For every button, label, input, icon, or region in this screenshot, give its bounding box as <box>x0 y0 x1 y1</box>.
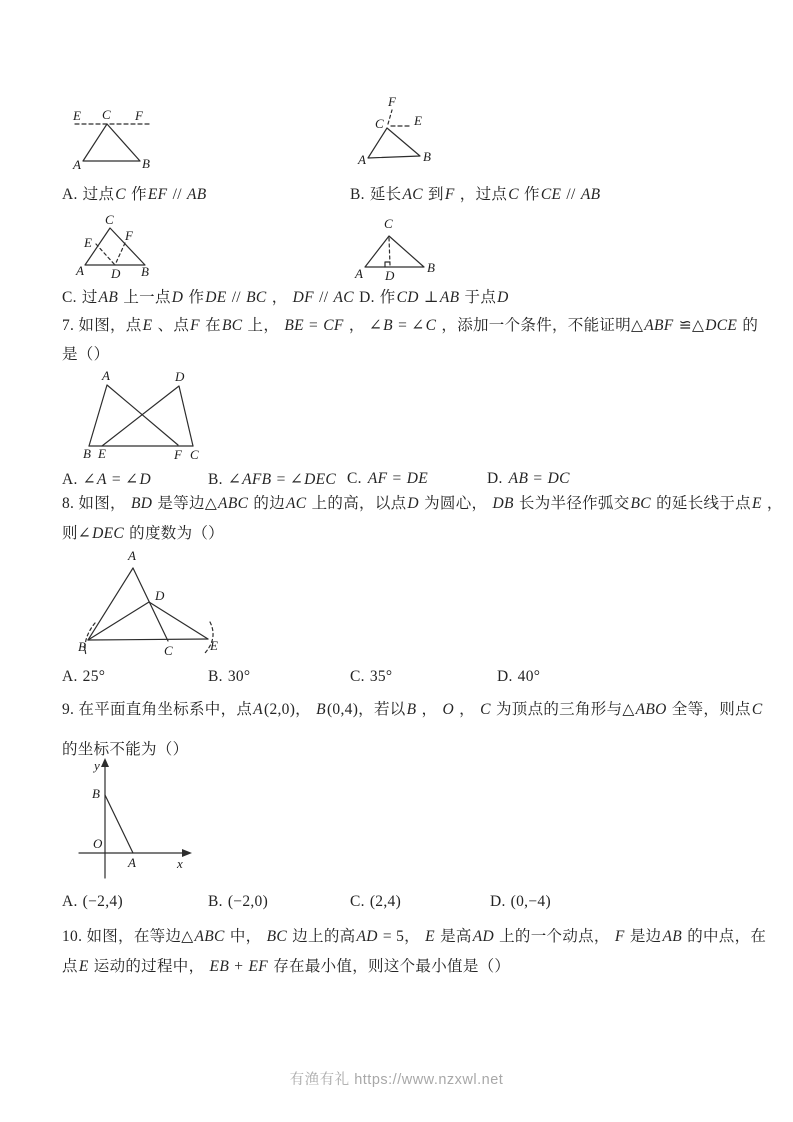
q6-option-a <box>62 182 208 204</box>
option-letter: B. <box>208 471 223 488</box>
q9-statement-line1: 9. 在平面直角坐标系中，点A(2,0)， B(0,4)，若以B ， O ， C 为顶点的三角形与△ABO 全等，则点C <box>62 701 763 718</box>
site-watermark-footer <box>0 1068 793 1089</box>
vertex-label-A: A <box>355 266 363 281</box>
figure-q6-option-a <box>70 108 162 172</box>
triangle-DCE <box>102 386 193 446</box>
right-angle-mark <box>385 262 390 267</box>
option-letter: C. <box>347 470 362 487</box>
q9-option-d <box>490 893 551 911</box>
vertex-label-E: E <box>210 638 218 653</box>
q8-option-c <box>350 668 392 686</box>
option-letter: D. <box>359 289 375 306</box>
vertex-label-C: C <box>384 216 393 231</box>
axis-label-x: x <box>177 856 183 871</box>
option-letter: A. <box>62 668 78 685</box>
q8-statement-line2: 则∠DEC 的度数为（） <box>62 525 224 542</box>
q8-option-d <box>497 668 540 686</box>
q9-option-c <box>350 893 401 911</box>
q10-statement-line1: 10. 如图，在等边△ABC 中， BC 边上的高AD = 5， E 是高AD 上的一个动点， F 是边AB 的中点，在 <box>62 928 767 945</box>
dashed-line-ED <box>96 244 115 265</box>
option-text: (0,−4) <box>510 893 551 910</box>
axis-label-y: y <box>94 758 100 773</box>
q7-option-d <box>487 470 571 488</box>
vertex-label-E: E <box>98 446 106 461</box>
vertex-label-C: C <box>102 107 111 122</box>
triangle-ABC <box>83 124 140 161</box>
option-letter: A. <box>62 471 78 488</box>
option-text: 30° <box>227 668 251 685</box>
vertex-label-A: A <box>128 548 136 563</box>
segment-BA <box>105 795 133 853</box>
option-text: ∠A = ∠D <box>82 471 151 488</box>
figure-q9-coordinate-plane <box>74 756 198 882</box>
vertex-label-D: D <box>155 588 165 603</box>
option-text: 35° <box>369 668 393 685</box>
q8-option-a <box>62 668 105 686</box>
footer-link[interactable]: 有渔有礼 https://www.nzxwl.net <box>289 1072 504 1088</box>
option-text: AF = DE <box>367 470 429 487</box>
option-letter: C. <box>350 668 365 685</box>
option-letter: B. <box>350 186 365 203</box>
figure-q8 <box>76 546 226 660</box>
origin-label-O: O <box>93 836 103 851</box>
vertex-label-B: B <box>427 260 435 275</box>
option-letter: C. <box>62 289 77 306</box>
option-letter: D. <box>490 893 506 910</box>
option-text: 过AB 上一点D 作DE // BC ， DF // AC <box>81 289 354 306</box>
triangle-ABC <box>365 236 424 267</box>
option-letter: D. <box>487 470 503 487</box>
option-letter: B. <box>208 893 223 910</box>
option-letter: C. <box>350 893 365 910</box>
point-label-B: B <box>92 786 100 801</box>
vertex-label-B: B <box>423 149 431 164</box>
q9-statement-line2: 的坐标不能为（） <box>62 741 189 758</box>
point-label-A: A <box>128 855 136 870</box>
option-text: (−2,4) <box>82 893 123 910</box>
option-text: 过点C 作EF // AB <box>82 186 207 203</box>
triangle-ABC <box>85 228 145 265</box>
option-text: 40° <box>517 668 541 685</box>
vertex-label-D: D <box>385 268 395 283</box>
vertex-label-C: C <box>164 643 173 658</box>
q6-option-b <box>350 182 601 204</box>
vertex-label-C: C <box>375 116 384 131</box>
vertex-label-A: A <box>73 157 81 172</box>
option-text: (2,4) <box>369 893 402 910</box>
vertex-label-B: B <box>141 264 149 279</box>
q6-options-cd-row <box>62 288 510 307</box>
q8-statement-line1: 8. 如图， BD 是等边△ABC 的边AC 上的高，以点D 为圆心， DB 长为半径作弧交BC 的延长线于点E ， <box>62 495 783 512</box>
vertex-label-A: A <box>76 263 84 278</box>
y-axis-arrowhead <box>101 758 109 767</box>
figure-q7 <box>82 370 210 462</box>
vertex-label-B: B <box>78 639 86 654</box>
q7-statement-line2: 是（） <box>62 346 110 363</box>
figure-q6-option-d <box>352 218 440 282</box>
option-text: ∠AFB = ∠DEC <box>227 471 337 488</box>
figure-q6-option-c <box>68 212 170 286</box>
dashed-extension-CF <box>388 110 392 124</box>
q6-option-c <box>62 288 355 307</box>
q6-option-d <box>359 288 510 307</box>
option-text: (−2,0) <box>227 893 269 910</box>
q7-option-a <box>62 470 152 489</box>
option-letter: A. <box>62 186 78 203</box>
q7-option-c <box>347 470 429 488</box>
vertex-label-A: A <box>358 152 366 167</box>
dashed-line-FD <box>115 243 125 265</box>
segment-BD <box>88 602 149 640</box>
vertex-label-F: F <box>125 228 133 243</box>
vertex-label-E: E <box>73 108 81 123</box>
side-AB <box>88 568 133 640</box>
line-BE <box>88 639 208 640</box>
vertex-label-C: C <box>190 447 199 462</box>
option-text: AB = DC <box>508 470 570 487</box>
figure-q6-option-b <box>352 96 444 172</box>
side-AC <box>133 568 168 641</box>
vertex-label-D: D <box>111 266 121 281</box>
q9-option-b <box>208 893 268 911</box>
q10-statement-line2: 点E 运动的过程中， EB + EF 存在最小值，则这个最小值是（） <box>62 958 511 975</box>
vertex-label-B: B <box>83 446 91 461</box>
option-letter: B. <box>208 668 223 685</box>
q9-option-a <box>62 893 123 911</box>
dashed-altitude-CD <box>389 238 390 265</box>
vertex-label-D: D <box>175 369 185 384</box>
vertex-label-F: F <box>388 94 396 109</box>
vertex-label-F: F <box>174 447 182 462</box>
q7-option-b <box>208 470 337 489</box>
vertex-label-A: A <box>102 368 110 383</box>
q8-option-b <box>208 668 250 686</box>
option-text: 作CD ⊥AB 于点D <box>379 289 509 306</box>
q7-statement-line1: 7. 如图，点E 、点F 在BC 上， BE = CF ， ∠B = ∠C ，添加一个条件，不能证明△ABF ≌△DCE 的 <box>62 317 759 334</box>
x-axis-arrowhead <box>182 849 192 857</box>
option-text: 25° <box>82 668 106 685</box>
triangle-ABF <box>89 385 178 446</box>
vertex-label-C: C <box>105 212 114 227</box>
vertex-label-B: B <box>142 156 150 171</box>
triangle-ABC <box>368 128 420 158</box>
option-letter: A. <box>62 893 78 910</box>
vertex-label-F: F <box>135 108 143 123</box>
vertex-label-E: E <box>84 235 92 250</box>
option-letter: D. <box>497 668 513 685</box>
vertex-label-E: E <box>414 113 422 128</box>
option-text: 延长AC 到F ，过点C 作CE // AB <box>369 186 601 203</box>
